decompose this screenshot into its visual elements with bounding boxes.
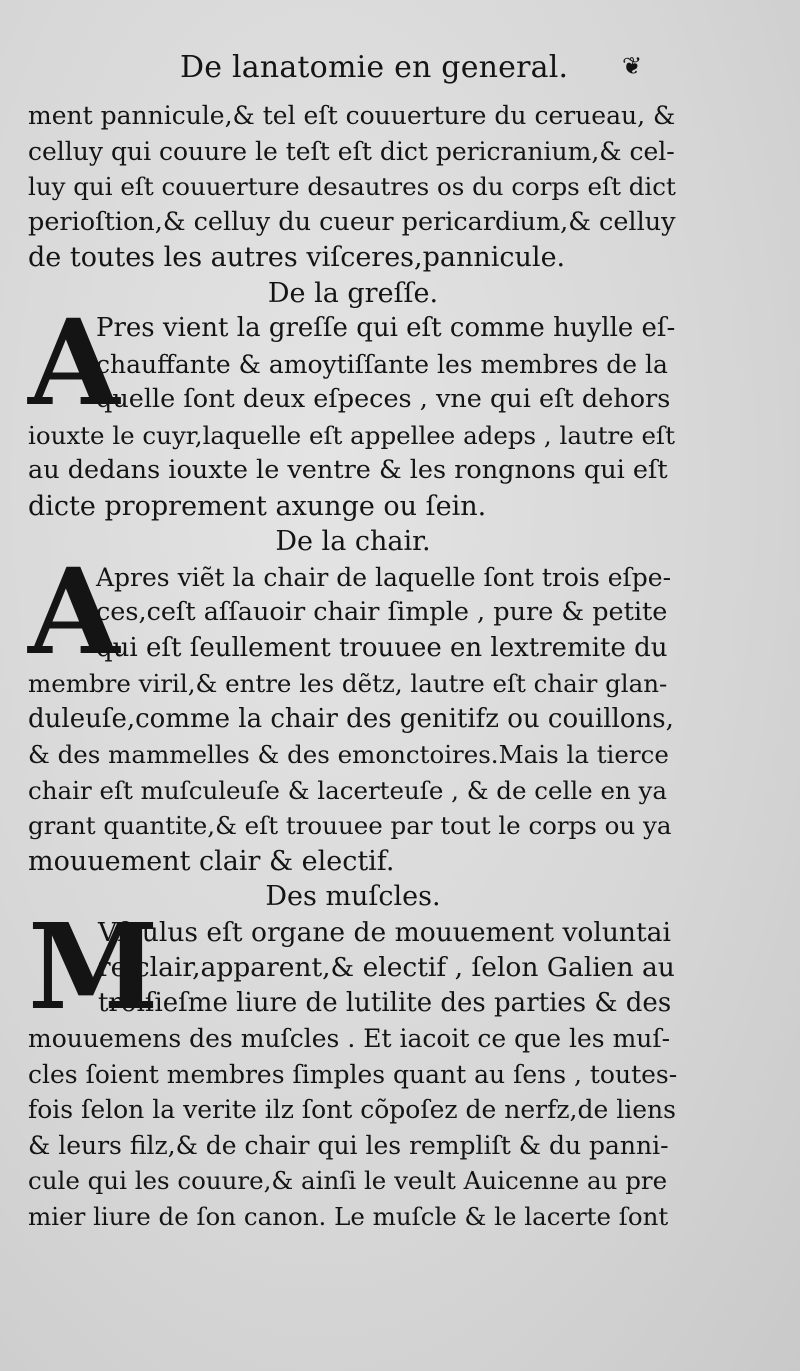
drop-cap: A [28, 541, 120, 681]
text-line: dicte proprement axunge ou ſein. [28, 490, 487, 522]
fleuron-icon: ❦ [622, 52, 643, 80]
text-line: & leurs filz,& de chair qui les rempliſt & du panni- [28, 1130, 669, 1160]
text-line: luy qui eſt couuerture desautres os du corps eſt dict [28, 172, 676, 201]
intro-paragraph [28, 98, 678, 276]
text-line: perioſtion,& celluy du cueur pericardium,& celluy [28, 206, 676, 237]
text-line: troiſieſme liure de lutilite des parties & des [98, 987, 672, 1018]
text-line: & des mammelles & des emonctoires.Mais la tierce [28, 740, 669, 769]
text-line: mouuement clair & electif. [28, 845, 395, 877]
text-line: Apres viẽt la chair de laquelle ſont trois eſpe- [96, 562, 672, 592]
text-line: fois ſelon la verite ilz ſont cõpoſez de nerfz,de liens [28, 1095, 676, 1124]
page-header [0, 50, 800, 94]
text-line: de toutes les autres viſceres,pannicule. [28, 242, 566, 273]
text-line: quelle ſont deux eſpeces , vne qui eſt dehors [96, 384, 671, 414]
text-line: membre viril,& entre les dẽtz, lautre eſt chair glan- [28, 669, 668, 698]
section-heading: De la chair. [275, 526, 431, 557]
text-line: mier liure de ſon canon. Le muſcle & le lacerte ſont [28, 1201, 669, 1231]
text-line: chair eſt muſculeuſe & lacerteuſe , & de celle en ya [28, 775, 667, 805]
text-line: grant quantite,& eſt trouuee par tout le corps ou ya [28, 811, 672, 840]
text-line: iouxte le cuyr,laquelle eſt appellee adeps , lautre eſt [28, 420, 675, 450]
text-line: Pres vient la greſſe qui eſt comme huylle eſ- [96, 313, 676, 343]
section-heading: De la greſſe. [267, 277, 439, 309]
text-line: Vſculus eſt organe de mouuement voluntai [98, 916, 671, 948]
drop-cap: M [28, 896, 159, 1036]
running-title: De lanatomie en general. [180, 50, 569, 85]
text-line: ces,ceſt aſſauoir chair ſimple , pure & petite [96, 597, 668, 627]
text-line: cule qui les couure,& ainſi le veult Auicenne au pre [28, 1166, 668, 1195]
text-line: au dedans iouxte le ventre & les rongnons qui eſt [28, 455, 668, 485]
body-text [28, 98, 678, 1234]
text-line: re,clair,apparent,& electif , ſelon Galien au [98, 952, 675, 983]
text-line: cles ſoient membres ſimples quant au ſens , toutes- [28, 1059, 678, 1089]
section-paragraph [28, 896, 678, 1235]
drop-cap: A [28, 293, 120, 432]
text-line: chauffante & amoytiſſante les membres de la [96, 349, 668, 379]
text-line: ment pannicule,& tel eſt couuerture du cerueau, & [28, 101, 676, 130]
text-line: celluy qui couure le teſt eſt dict pericranium,& cel- [28, 136, 675, 166]
text-line: mouuemens des muſcles . Et iacoit ce que les muſ- [28, 1024, 671, 1053]
text-line: qui eſt ſeullement trouuee en lextremite du [96, 632, 668, 663]
section-heading: Des muſcles. [265, 881, 441, 912]
text-line: duleuſe,comme la chair des genitifz ou couillons, [28, 703, 674, 734]
